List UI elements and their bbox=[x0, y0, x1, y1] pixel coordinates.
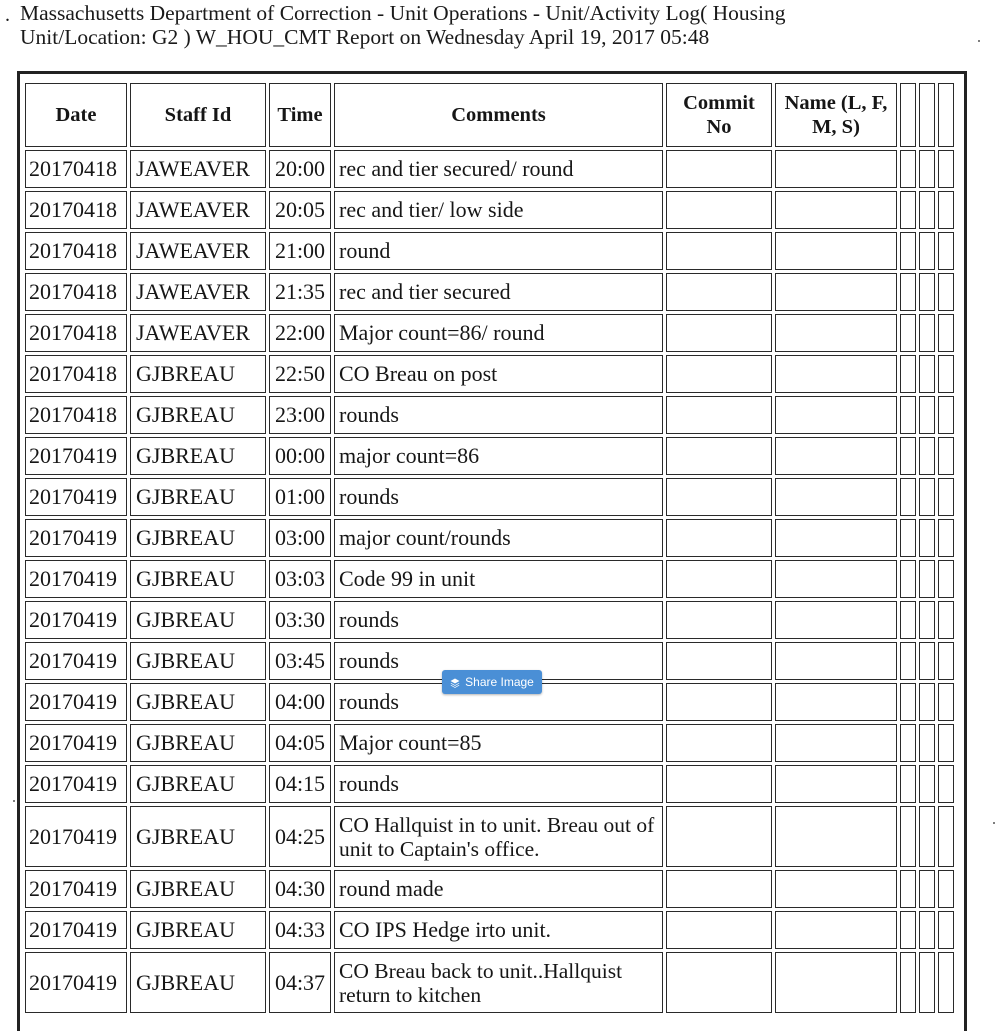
column-header-blank bbox=[938, 83, 954, 147]
cell-date: 20170419 bbox=[25, 806, 127, 867]
cell-blank bbox=[938, 314, 954, 352]
cell-time: 20:05 bbox=[269, 191, 331, 229]
cell-name bbox=[775, 870, 897, 908]
table-row bbox=[25, 765, 954, 803]
cell-time: 03:00 bbox=[269, 519, 331, 557]
table-row bbox=[25, 355, 954, 393]
cell-blank bbox=[938, 724, 954, 762]
cell-blank bbox=[938, 683, 954, 721]
table-row bbox=[25, 601, 954, 639]
table-row bbox=[25, 952, 954, 1013]
cell-commit-no bbox=[666, 150, 772, 188]
cell-staff-id: GJBREAU bbox=[130, 724, 266, 762]
cell-staff-id: GJBREAU bbox=[130, 396, 266, 434]
cell-date: 20170418 bbox=[25, 273, 127, 311]
table-row bbox=[25, 150, 954, 188]
cell-date: 20170419 bbox=[25, 519, 127, 557]
cell-name bbox=[775, 355, 897, 393]
cell-commit-no bbox=[666, 191, 772, 229]
cell-name bbox=[775, 765, 897, 803]
cell-staff-id: GJBREAU bbox=[130, 870, 266, 908]
cell-blank bbox=[919, 478, 935, 516]
cell-time: 21:00 bbox=[269, 232, 331, 270]
cell-comment: rounds bbox=[334, 478, 663, 516]
cell-blank bbox=[900, 952, 916, 1013]
cell-date: 20170418 bbox=[25, 150, 127, 188]
cell-comment: rec and tier/ low side bbox=[334, 191, 663, 229]
cell-comment: CO Hallquist in to unit. Breau out of unit to Captain's office. bbox=[334, 806, 663, 867]
cell-blank bbox=[900, 396, 916, 434]
cell-blank bbox=[938, 355, 954, 393]
scan-speck bbox=[978, 40, 980, 42]
cell-blank bbox=[900, 765, 916, 803]
cell-commit-no bbox=[666, 355, 772, 393]
cell-staff-id: GJBREAU bbox=[130, 683, 266, 721]
cell-staff-id: JAWEAVER bbox=[130, 314, 266, 352]
cell-name bbox=[775, 232, 897, 270]
cell-staff-id: GJBREAU bbox=[130, 478, 266, 516]
column-header-time: Time bbox=[269, 83, 331, 147]
cell-time: 04:15 bbox=[269, 765, 331, 803]
cell-date: 20170418 bbox=[25, 191, 127, 229]
column-header-blank bbox=[919, 83, 935, 147]
cell-blank bbox=[919, 396, 935, 434]
table-row bbox=[25, 519, 954, 557]
cell-blank bbox=[938, 806, 954, 867]
cell-blank bbox=[900, 232, 916, 270]
cell-blank bbox=[938, 601, 954, 639]
cell-comment: Code 99 in unit bbox=[334, 560, 663, 598]
table-row bbox=[25, 806, 954, 867]
cell-staff-id: GJBREAU bbox=[130, 519, 266, 557]
scan-speck bbox=[13, 800, 15, 802]
cell-date: 20170418 bbox=[25, 232, 127, 270]
cell-blank bbox=[938, 478, 954, 516]
table-row bbox=[25, 396, 954, 434]
cell-blank bbox=[938, 437, 954, 475]
cell-name bbox=[775, 437, 897, 475]
cell-comment: CO IPS Hedge irto unit. bbox=[334, 911, 663, 949]
cell-staff-id: GJBREAU bbox=[130, 806, 266, 867]
cell-time: 04:37 bbox=[269, 952, 331, 1013]
cell-date: 20170419 bbox=[25, 911, 127, 949]
cell-staff-id: JAWEAVER bbox=[130, 191, 266, 229]
cell-commit-no bbox=[666, 601, 772, 639]
cell-name bbox=[775, 519, 897, 557]
cell-blank bbox=[900, 724, 916, 762]
cell-blank bbox=[938, 396, 954, 434]
scan-speck bbox=[993, 822, 995, 824]
cell-blank bbox=[938, 273, 954, 311]
cell-blank bbox=[900, 191, 916, 229]
cell-staff-id: GJBREAU bbox=[130, 911, 266, 949]
cell-comment: CO Breau on post bbox=[334, 355, 663, 393]
cell-commit-no bbox=[666, 232, 772, 270]
cell-date: 20170418 bbox=[25, 314, 127, 352]
cell-time: 03:30 bbox=[269, 601, 331, 639]
column-header-staff-id: Staff Id bbox=[130, 83, 266, 147]
cell-date: 20170419 bbox=[25, 683, 127, 721]
cell-blank bbox=[938, 191, 954, 229]
cell-blank bbox=[900, 806, 916, 867]
cell-blank bbox=[938, 232, 954, 270]
cell-comment: major count/rounds bbox=[334, 519, 663, 557]
cell-commit-no bbox=[666, 396, 772, 434]
table-row bbox=[25, 437, 954, 475]
cell-blank bbox=[919, 519, 935, 557]
cell-commit-no bbox=[666, 560, 772, 598]
cell-blank bbox=[919, 232, 935, 270]
cell-commit-no bbox=[666, 642, 772, 680]
cell-comment: rounds bbox=[334, 642, 663, 680]
cell-time: 03:03 bbox=[269, 560, 331, 598]
cell-blank bbox=[900, 870, 916, 908]
cell-staff-id: JAWEAVER bbox=[130, 232, 266, 270]
cell-blank bbox=[919, 765, 935, 803]
cell-blank bbox=[919, 806, 935, 867]
cell-date: 20170419 bbox=[25, 437, 127, 475]
cell-blank bbox=[919, 870, 935, 908]
cell-name bbox=[775, 601, 897, 639]
cell-blank bbox=[919, 191, 935, 229]
cell-blank bbox=[900, 683, 916, 721]
share-image-label: Share Image bbox=[465, 675, 534, 689]
table-header-row bbox=[25, 83, 954, 147]
cell-blank bbox=[919, 437, 935, 475]
cell-blank bbox=[919, 683, 935, 721]
cell-commit-no bbox=[666, 273, 772, 311]
cell-blank bbox=[919, 601, 935, 639]
cell-comment: round made bbox=[334, 870, 663, 908]
cell-name bbox=[775, 642, 897, 680]
cell-blank bbox=[938, 519, 954, 557]
table-row bbox=[25, 911, 954, 949]
cell-name bbox=[775, 273, 897, 311]
table-row bbox=[25, 273, 954, 311]
cell-blank bbox=[938, 150, 954, 188]
cell-comment: Major count=86/ round bbox=[334, 314, 663, 352]
cell-staff-id: JAWEAVER bbox=[130, 273, 266, 311]
cell-date: 20170418 bbox=[25, 355, 127, 393]
cell-blank bbox=[900, 519, 916, 557]
cell-comment: rounds bbox=[334, 765, 663, 803]
cell-name bbox=[775, 560, 897, 598]
cell-commit-no bbox=[666, 911, 772, 949]
table-row bbox=[25, 232, 954, 270]
cell-comment: rounds bbox=[334, 683, 663, 721]
cell-name bbox=[775, 191, 897, 229]
cell-date: 20170418 bbox=[25, 396, 127, 434]
cell-time: 20:00 bbox=[269, 150, 331, 188]
activity-log-table bbox=[22, 80, 957, 1016]
report-title-line-1: Massachusetts Department of Correction - Unit Operations - Unit/Activity Log( Housing bbox=[20, 1, 786, 25]
column-header-commit-no: Commit No bbox=[666, 83, 772, 147]
cell-staff-id: JAWEAVER bbox=[130, 150, 266, 188]
table-row bbox=[25, 314, 954, 352]
cell-blank bbox=[919, 273, 935, 311]
cell-comment: rounds bbox=[334, 601, 663, 639]
cell-name bbox=[775, 683, 897, 721]
cell-blank bbox=[900, 437, 916, 475]
cell-comment: rec and tier secured bbox=[334, 273, 663, 311]
cell-staff-id: GJBREAU bbox=[130, 437, 266, 475]
cell-name bbox=[775, 806, 897, 867]
cell-time: 04:30 bbox=[269, 870, 331, 908]
cell-staff-id: GJBREAU bbox=[130, 355, 266, 393]
column-header-date: Date bbox=[25, 83, 127, 147]
cell-commit-no bbox=[666, 478, 772, 516]
cell-name bbox=[775, 911, 897, 949]
cell-commit-no bbox=[666, 952, 772, 1013]
table-row bbox=[25, 724, 954, 762]
cell-comment: major count=86 bbox=[334, 437, 663, 475]
table-row bbox=[25, 560, 954, 598]
cell-name bbox=[775, 478, 897, 516]
cell-time: 03:45 bbox=[269, 642, 331, 680]
cell-staff-id: GJBREAU bbox=[130, 560, 266, 598]
cell-blank bbox=[919, 642, 935, 680]
cell-blank bbox=[919, 314, 935, 352]
cell-time: 01:00 bbox=[269, 478, 331, 516]
column-header-name: Name (L, F, M, S) bbox=[775, 83, 897, 147]
cell-date: 20170419 bbox=[25, 601, 127, 639]
cell-blank bbox=[900, 560, 916, 598]
cell-blank bbox=[900, 911, 916, 949]
cell-commit-no bbox=[666, 765, 772, 803]
column-header-comments: Comments bbox=[334, 83, 663, 147]
cell-staff-id: GJBREAU bbox=[130, 765, 266, 803]
cell-time: 04:00 bbox=[269, 683, 331, 721]
cell-time: 21:35 bbox=[269, 273, 331, 311]
cell-date: 20170419 bbox=[25, 870, 127, 908]
cell-blank bbox=[900, 355, 916, 393]
table-row bbox=[25, 191, 954, 229]
cell-commit-no bbox=[666, 314, 772, 352]
cell-date: 20170419 bbox=[25, 642, 127, 680]
cell-blank bbox=[919, 911, 935, 949]
cell-staff-id: GJBREAU bbox=[130, 601, 266, 639]
cell-comment: rounds bbox=[334, 396, 663, 434]
cell-name bbox=[775, 314, 897, 352]
cell-time: 00:00 bbox=[269, 437, 331, 475]
cell-blank bbox=[900, 478, 916, 516]
cell-blank bbox=[919, 355, 935, 393]
cell-time: 04:05 bbox=[269, 724, 331, 762]
report-title-line-2: Unit/Location: G2 ) W_HOU_CMT Report on Wednesday April 19, 2017 05:48 bbox=[20, 25, 710, 49]
cell-blank bbox=[900, 150, 916, 188]
cell-blank bbox=[900, 601, 916, 639]
cell-blank bbox=[938, 560, 954, 598]
share-image-button[interactable] bbox=[442, 670, 542, 694]
cell-blank bbox=[919, 560, 935, 598]
cell-date: 20170419 bbox=[25, 724, 127, 762]
cell-blank bbox=[900, 314, 916, 352]
cell-date: 20170419 bbox=[25, 478, 127, 516]
cell-name bbox=[775, 396, 897, 434]
cell-date: 20170419 bbox=[25, 560, 127, 598]
cell-blank bbox=[938, 870, 954, 908]
cell-time: 22:50 bbox=[269, 355, 331, 393]
cell-blank bbox=[919, 150, 935, 188]
column-header-blank bbox=[900, 83, 916, 147]
cell-blank bbox=[900, 642, 916, 680]
cell-blank bbox=[938, 765, 954, 803]
cell-comment: CO Breau back to unit..Hallquist return to kitchen bbox=[334, 952, 663, 1013]
cell-staff-id: GJBREAU bbox=[130, 642, 266, 680]
cell-blank bbox=[938, 911, 954, 949]
cell-name bbox=[775, 150, 897, 188]
cell-comment: rec and tier secured/ round bbox=[334, 150, 663, 188]
cell-blank bbox=[919, 724, 935, 762]
cell-commit-no bbox=[666, 519, 772, 557]
cell-time: 04:33 bbox=[269, 911, 331, 949]
table-row bbox=[25, 478, 954, 516]
cell-commit-no bbox=[666, 724, 772, 762]
cell-date: 20170419 bbox=[25, 765, 127, 803]
cell-staff-id: GJBREAU bbox=[130, 952, 266, 1013]
cell-time: 22:00 bbox=[269, 314, 331, 352]
cell-blank bbox=[938, 642, 954, 680]
cell-name bbox=[775, 952, 897, 1013]
cell-comment: round bbox=[334, 232, 663, 270]
cell-commit-no bbox=[666, 683, 772, 721]
cell-commit-no bbox=[666, 437, 772, 475]
cell-time: 04:25 bbox=[269, 806, 331, 867]
layers-icon bbox=[450, 677, 460, 687]
cell-name bbox=[775, 724, 897, 762]
cell-blank bbox=[900, 273, 916, 311]
table-row bbox=[25, 870, 954, 908]
cell-commit-no bbox=[666, 870, 772, 908]
stray-mark: . bbox=[5, 4, 10, 26]
table-body bbox=[25, 150, 954, 1013]
cell-time: 23:00 bbox=[269, 396, 331, 434]
cell-blank bbox=[938, 952, 954, 1013]
cell-date: 20170419 bbox=[25, 952, 127, 1013]
cell-commit-no bbox=[666, 806, 772, 867]
cell-blank bbox=[919, 952, 935, 1013]
cell-comment: Major count=85 bbox=[334, 724, 663, 762]
